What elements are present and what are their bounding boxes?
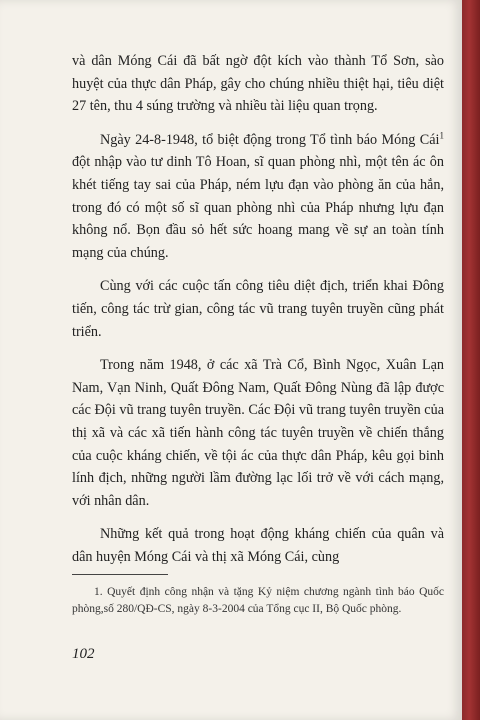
page-number: 102 <box>72 646 95 662</box>
book-edge <box>462 0 480 720</box>
paragraph-2-text-a: Ngày 24-8-1948, tổ biệt động trong Tổ tình báo Móng Cái <box>100 131 440 148</box>
paragraph-3: Cùng với các cuộc tấn công tiêu diệt địch, triển khai Đông tiến, công tác trừ gian, công tác vũ trang tuyên truyền cũng phát triển. <box>72 278 444 340</box>
footnote-text: 1. Quyết định công nhận và tặng Kỷ niệm chương ngành tình báo Quốc phòng,số 280/QĐ-CS, ngày 8-3-2004 của Tổng cục II, Bộ Quốc phòng. <box>72 586 444 615</box>
paragraph-2 <box>72 129 444 265</box>
body-text <box>72 50 444 579</box>
paragraph-1: và dân Móng Cái đã bất ngờ đột kích vào thành Tổ Sơn, sào huyệt của thực dân Pháp, gây cho chúng nhiều thiệt hại, tiêu diệt 27 tên, thu 4 súng trường và nhiều tài liệu quan trọng. <box>72 53 444 115</box>
footnote-marker: 1 <box>439 130 444 141</box>
paragraph-4: Trong năm 1948, ở các xã Trà Cổ, Bình Ngọc, Xuân Lạn Nam, Vạn Ninh, Quất Đông Nam, Quất Đông Nùng đã lập được các Đội vũ trang tuyên truyền. Các Đội vũ trang tuyên truyền của thị xã và các xã tiến hành công tác tuyên truyền về chiến thắng của cuộc kháng chiến, về tội ác của thực dân Pháp, kêu gọi binh lính địch, những người lầm đường lạc lối trở về với cách mạng, với nhân dân. <box>72 357 444 509</box>
paragraph-2-text-b: đột nhập vào tư dinh Tô Hoan, sĩ quan phòng nhì, một tên ác ôn khét tiếng tay sai của Pháp, ném lựu đạn vào phòng ăn của hắn, trong đó có một số sĩ quan phòng nhì của Pháp nhưng lựu đạn không nổ. Bọn đầu sỏ hết sức hoang mang về sự an toàn tính mạng của chúng. <box>72 154 444 261</box>
paragraph-5: Những kết quả trong hoạt động kháng chiến của quân và dân huyện Móng Cái và thị xã Móng Cái, cùng <box>72 526 444 565</box>
footnote <box>72 584 444 618</box>
footnote-divider <box>72 574 168 575</box>
